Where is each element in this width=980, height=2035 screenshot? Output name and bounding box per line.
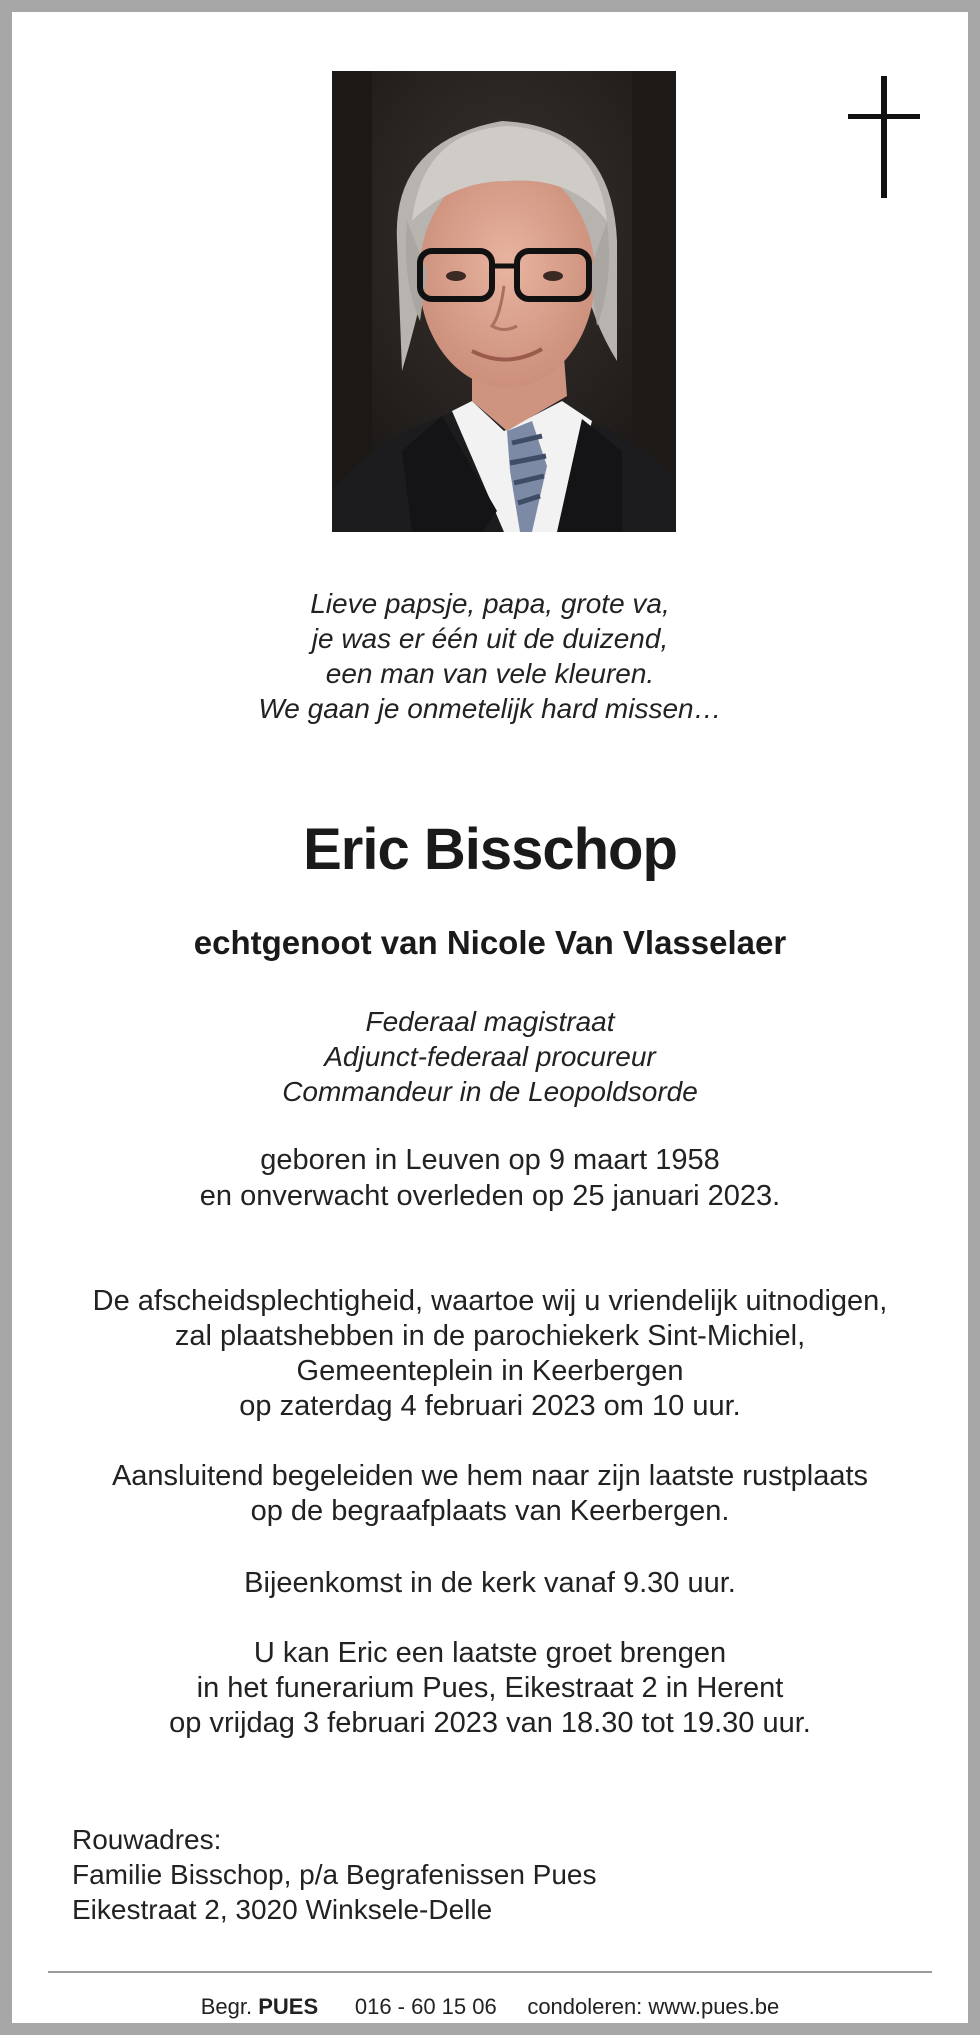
poem-line: een man van vele kleuren. [325,658,655,689]
ceremony-paragraph [26,1284,954,1424]
address-line: Familie Bisschop, p/a Begrafenissen Pues [72,1859,597,1890]
portrait-image [332,71,676,532]
visitation-line: in het funerarium Pues, Eikestraat 2 in Herent [196,1672,784,1704]
mourning-address [72,1822,597,1927]
poem-line: je was er één uit de duizend, [311,623,669,654]
address-label: Rouwadres: [72,1824,222,1855]
ceremony-line: op zaterdag 4 februari 2023 om 10 uur. [239,1390,741,1422]
visitation-paragraph [26,1636,954,1741]
birth-death-dates [26,1142,954,1214]
cross-icon [848,76,920,198]
footer-phone: 016 - 60 15 06 [354,1994,497,2019]
poem [26,586,954,726]
burial-paragraph [26,1459,954,1529]
ceremony-line: Gemeenteplein in Keerbergen [296,1355,684,1387]
title-line: Adjunct-federaal procureur [324,1041,656,1072]
footer-company: PUES [258,1994,319,2019]
footer-prefix: Begr. [200,1994,253,2019]
poem-line: Lieve papsje, papa, grote va, [310,588,670,619]
portrait-photo [332,71,676,532]
ceremony-line: zal plaatshebben in de parochiekerk Sint-Michiel, [174,1320,806,1352]
poem-line: We gaan je onmetelijk hard missen… [258,693,722,724]
address-line: Eikestraat 2, 3020 Winksele-Delle [72,1894,493,1925]
footer [26,1994,954,2020]
titles [26,1004,954,1109]
obituary-card [12,12,968,2023]
gathering-paragraph: Bijeenkomst in de kerk vanaf 9.30 uur. [244,1567,736,1599]
visitation-line: op vrijdag 3 februari 2023 van 18.30 tot 19.30 uur. [169,1707,811,1739]
death-line: en onverwacht overleden op 25 januari 2023. [199,1180,781,1212]
title-line: Commandeur in de Leopoldsorde [282,1076,698,1107]
burial-line: Aansluitend begeleiden we hem naar zijn laatste rustplaats [111,1460,869,1492]
title-line: Federaal magistraat [365,1006,615,1037]
obituary-inner [26,26,954,2019]
deceased-name: Eric Bisschop [303,817,677,882]
footer-divider [48,1971,932,1973]
spouse-line: echtgenoot van Nicole Van Vlasselaer [193,924,787,961]
visitation-line: U kan Eric een laatste groet brengen [253,1637,727,1669]
footer-condolences-link[interactable]: condoleren: www.pues.be [527,1994,780,2019]
burial-line: op de begraafplaats van Keerbergen. [250,1495,730,1527]
ceremony-line: De afscheidsplechtigheid, waartoe wij u vriendelijk uitnodigen, [92,1285,888,1317]
birth-line: geboren in Leuven op 9 maart 1958 [260,1144,720,1176]
